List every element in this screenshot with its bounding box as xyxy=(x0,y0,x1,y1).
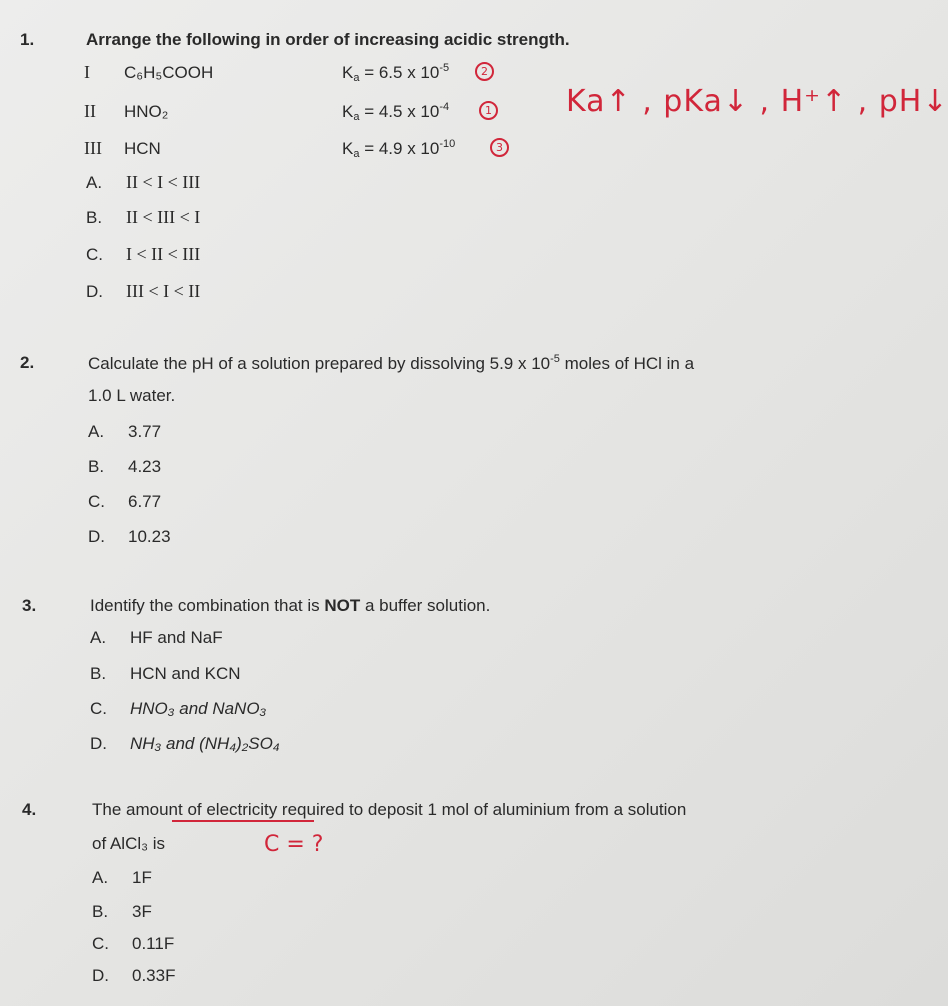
option-text: HNO₃ and NaNO₃ xyxy=(130,699,267,718)
option-text: II < III < I xyxy=(126,207,201,227)
handwritten-note: C = ? xyxy=(264,832,324,857)
ka-exponent: -10 xyxy=(439,138,456,150)
q1-item-formula: HCN xyxy=(124,139,161,158)
q3-option-d[interactable] xyxy=(90,734,280,754)
q1-item-i xyxy=(84,62,213,83)
question-2-text-line2: 1.0 L water. xyxy=(88,386,176,405)
option-text: NH₃ and (NH₄)₂SO₄ xyxy=(130,734,280,753)
question-1-number: 1. xyxy=(20,30,35,49)
ka-value: = 6.5 x 10 xyxy=(359,63,440,82)
ka-value: = 4.5 x 10 xyxy=(359,102,440,121)
option-label: C. xyxy=(88,492,105,511)
option-label: A. xyxy=(86,173,103,192)
handwritten-underline xyxy=(172,820,314,822)
option-text: 10.23 xyxy=(128,527,171,546)
q2-exponent: -5 xyxy=(550,353,560,365)
q3-text-part: Identify the combination that is xyxy=(90,596,325,615)
option-text: 4.23 xyxy=(128,457,162,476)
q2-text-part: moles of HCl in a xyxy=(559,354,695,373)
ka-exponent: -4 xyxy=(439,101,450,113)
q2-option-c[interactable] xyxy=(88,492,161,512)
q3-option-b[interactable] xyxy=(90,664,241,684)
option-label: A. xyxy=(88,422,105,441)
option-label: A. xyxy=(90,628,107,647)
handwritten-rank-circle: 3 xyxy=(490,138,509,157)
handwritten-rank-circle: 2 xyxy=(475,62,494,81)
question-1-text: Arrange the following in order of increasing acidic strength. xyxy=(86,30,570,49)
q1-option-c[interactable] xyxy=(86,244,200,265)
q1-item-ii-ka xyxy=(342,101,449,123)
ka-value: = 4.9 x 10 xyxy=(359,139,440,158)
option-label: B. xyxy=(86,208,103,227)
option-label: D. xyxy=(92,966,109,985)
option-text: 3.77 xyxy=(128,422,162,441)
q2-text-part: Calculate the pH of a solution prepared by dissolving 5.9 x 10 xyxy=(88,354,551,373)
ka-symbol: K xyxy=(342,63,354,82)
q4-option-b[interactable] xyxy=(92,902,152,922)
handwritten-note: Ka↑ , pKa↓ , H⁺↑ , pH↓ xyxy=(566,84,948,119)
q2-option-d[interactable] xyxy=(88,527,171,547)
q1-item-iii-ka xyxy=(342,138,455,160)
q4-option-c[interactable] xyxy=(92,934,174,954)
ka-symbol: K xyxy=(342,102,354,121)
q3-option-a[interactable] xyxy=(90,628,223,648)
q1-item-roman: I xyxy=(84,62,90,82)
option-text: I < II < III xyxy=(126,244,201,264)
question-4-text: The amount of electricity required to deposit 1 mol of aluminium from a solution xyxy=(92,800,687,819)
question-2-text xyxy=(88,353,694,374)
handwritten-rank-circle: 1 xyxy=(479,101,498,120)
q2-option-a[interactable] xyxy=(88,422,161,442)
question-4-number: 4. xyxy=(22,800,37,819)
option-text: 0.11F xyxy=(132,934,175,953)
q1-item-iii xyxy=(84,138,161,159)
question-3-text xyxy=(90,596,490,616)
q1-option-b[interactable] xyxy=(86,207,200,228)
ka-subscript: a xyxy=(353,148,360,160)
q3-option-c[interactable] xyxy=(90,699,266,719)
q1-item-ii xyxy=(84,101,168,122)
q1-item-formula: C₆H₅COOH xyxy=(124,63,214,82)
q3-emphasis: NOT xyxy=(324,596,361,615)
option-text: 1F xyxy=(132,868,152,887)
q1-item-i-ka xyxy=(342,62,449,84)
option-label: B. xyxy=(92,902,109,921)
ka-exponent: -5 xyxy=(439,62,450,74)
q1-item-formula: HNO₂ xyxy=(124,102,169,121)
option-text: 0.33F xyxy=(132,966,176,985)
question-4-text-line2: of AlCl₃ is xyxy=(92,834,166,853)
q1-option-d[interactable] xyxy=(86,281,200,302)
option-label: A. xyxy=(92,868,109,887)
option-label: D. xyxy=(86,282,103,301)
q4-option-a[interactable] xyxy=(92,868,152,888)
option-label: C. xyxy=(86,245,103,264)
q1-option-a[interactable] xyxy=(86,172,200,193)
option-label: D. xyxy=(90,734,107,753)
question-3-number: 3. xyxy=(22,596,37,615)
option-label: B. xyxy=(88,457,105,476)
q2-option-b[interactable] xyxy=(88,457,161,477)
q1-item-roman: III xyxy=(84,138,102,158)
option-text: 6.77 xyxy=(128,492,162,511)
ka-subscript: a xyxy=(353,111,360,123)
option-text: III < I < II xyxy=(126,281,201,301)
ka-subscript: a xyxy=(353,72,360,84)
question-2-number: 2. xyxy=(20,353,35,372)
q3-text-part: a buffer solution. xyxy=(360,596,491,615)
q4-option-d[interactable] xyxy=(92,966,175,986)
option-label: D. xyxy=(88,527,105,546)
ka-symbol: K xyxy=(342,139,354,158)
option-text: HF and NaF xyxy=(130,628,223,647)
option-label: C. xyxy=(90,699,107,718)
option-text: II < I < III xyxy=(126,172,201,192)
option-label: C. xyxy=(92,934,109,953)
q1-item-roman: II xyxy=(84,101,96,121)
option-label: B. xyxy=(90,664,107,683)
option-text: HCN and KCN xyxy=(130,664,241,683)
option-text: 3F xyxy=(132,902,152,921)
